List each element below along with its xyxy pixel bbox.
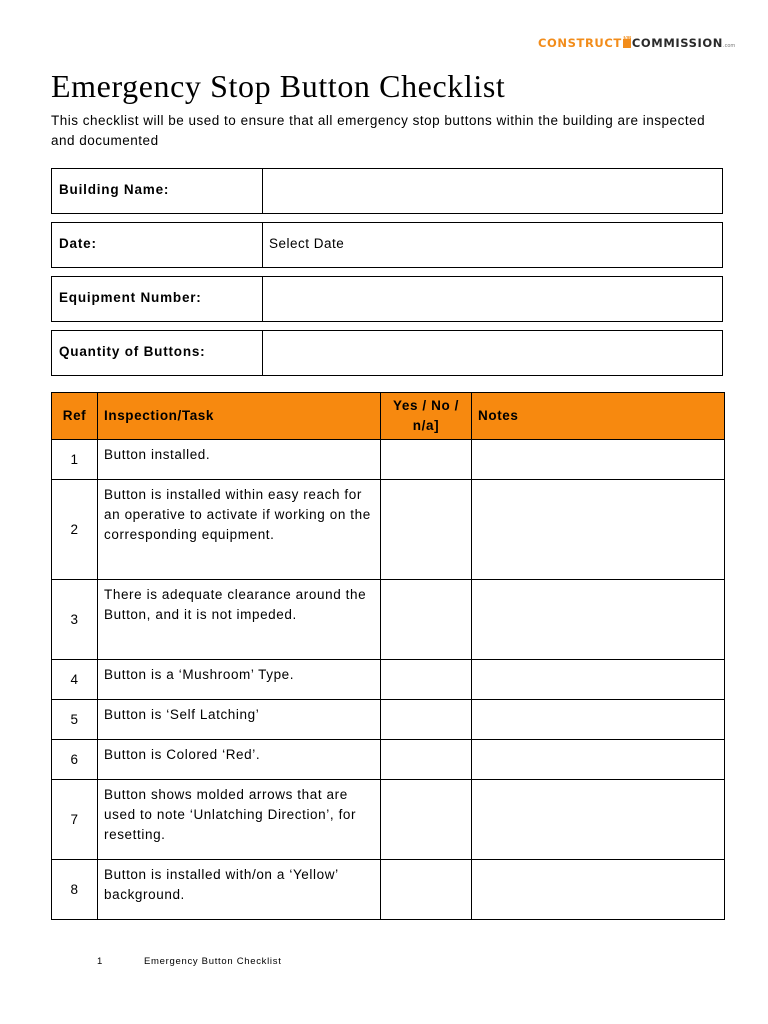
equipment-number-field[interactable] — [263, 277, 722, 321]
ref-cell: 6 — [52, 740, 98, 780]
task-column-header: Inspection/Task — [98, 393, 381, 440]
building-name-row — [51, 168, 723, 214]
ref-column-header: Ref — [52, 393, 98, 440]
logo-into-text: INTO — [623, 36, 631, 48]
table-row — [52, 660, 725, 700]
ref-cell: 2 — [52, 480, 98, 580]
ref-cell: 8 — [52, 860, 98, 920]
table-row — [52, 480, 725, 580]
yes-no-cell[interactable] — [381, 700, 472, 740]
table-row — [52, 700, 725, 740]
quantity-of-buttons-row — [51, 330, 723, 376]
table-row — [52, 580, 725, 660]
building-name-field[interactable] — [263, 169, 722, 213]
yes-no-cell[interactable] — [381, 780, 472, 860]
notes-cell[interactable] — [472, 480, 725, 580]
company-logo — [538, 36, 735, 50]
yes-no-cell[interactable] — [381, 480, 472, 580]
date-row — [51, 222, 723, 268]
task-cell: Button installed. — [98, 440, 381, 480]
page-subtitle: This checklist will be used to ensure that all emergency stop buttons within the building are inspected and documented — [51, 113, 706, 148]
task-cell: Button is Colored ‘Red’. — [98, 740, 381, 780]
task-cell: Button shows molded arrows that are used to note ‘Unlatching Direction’, for resetting. — [98, 780, 381, 860]
task-cell: Button is installed within easy reach for an operative to activate if working on the corresponding equipment. — [98, 480, 381, 580]
task-cell: Button is a ‘Mushroom’ Type. — [98, 660, 381, 700]
building-name-label: Building Name: — [52, 169, 263, 213]
date-picker-field[interactable]: Select Date — [269, 236, 345, 251]
yes-no-cell[interactable] — [381, 740, 472, 780]
yes-no-cell[interactable] — [381, 660, 472, 700]
ref-cell: 3 — [52, 580, 98, 660]
table-row — [52, 440, 725, 480]
quantity-of-buttons-field[interactable] — [263, 331, 722, 375]
notes-cell[interactable] — [472, 780, 725, 860]
yes-no-column-header: Yes / No / n/a] — [381, 393, 472, 440]
footer-document-title: Emergency Button Checklist — [144, 956, 282, 967]
date-label: Date: — [52, 223, 263, 267]
yes-no-cell[interactable] — [381, 580, 472, 660]
task-cell: Button is ‘Self Latching’ — [98, 700, 381, 740]
task-cell: There is adequate clearance around the Button, and it is not impeded. — [98, 580, 381, 660]
logo-domain-text: .com — [722, 43, 736, 49]
notes-column-header: Notes — [472, 393, 725, 440]
notes-cell[interactable] — [472, 860, 725, 920]
yes-no-cell[interactable] — [381, 440, 472, 480]
table-row — [52, 860, 725, 920]
logo-construct-text: CONSTRUCT — [538, 36, 622, 50]
table-row — [52, 740, 725, 780]
ref-cell: 1 — [52, 440, 98, 480]
task-cell: Button is installed with/on a ‘Yellow’ background. — [98, 860, 381, 920]
ref-cell: 4 — [52, 660, 98, 700]
ref-cell: 7 — [52, 780, 98, 860]
table-header-row — [52, 393, 725, 440]
inspection-checklist-table — [51, 392, 725, 920]
notes-cell[interactable] — [472, 580, 725, 660]
ref-cell: 5 — [52, 700, 98, 740]
yes-no-cell[interactable] — [381, 860, 472, 920]
notes-cell[interactable] — [472, 660, 725, 700]
equipment-number-row — [51, 276, 723, 322]
quantity-of-buttons-label: Quantity of Buttons: — [52, 331, 263, 375]
footer-page-number: 1 — [97, 956, 103, 967]
logo-commission-text: COMMISSION — [631, 36, 723, 50]
table-row — [52, 780, 725, 860]
notes-cell[interactable] — [472, 700, 725, 740]
notes-cell[interactable] — [472, 440, 725, 480]
notes-cell[interactable] — [472, 740, 725, 780]
page-title: Emergency Stop Button Checklist — [51, 68, 506, 104]
equipment-number-label: Equipment Number: — [52, 277, 263, 321]
